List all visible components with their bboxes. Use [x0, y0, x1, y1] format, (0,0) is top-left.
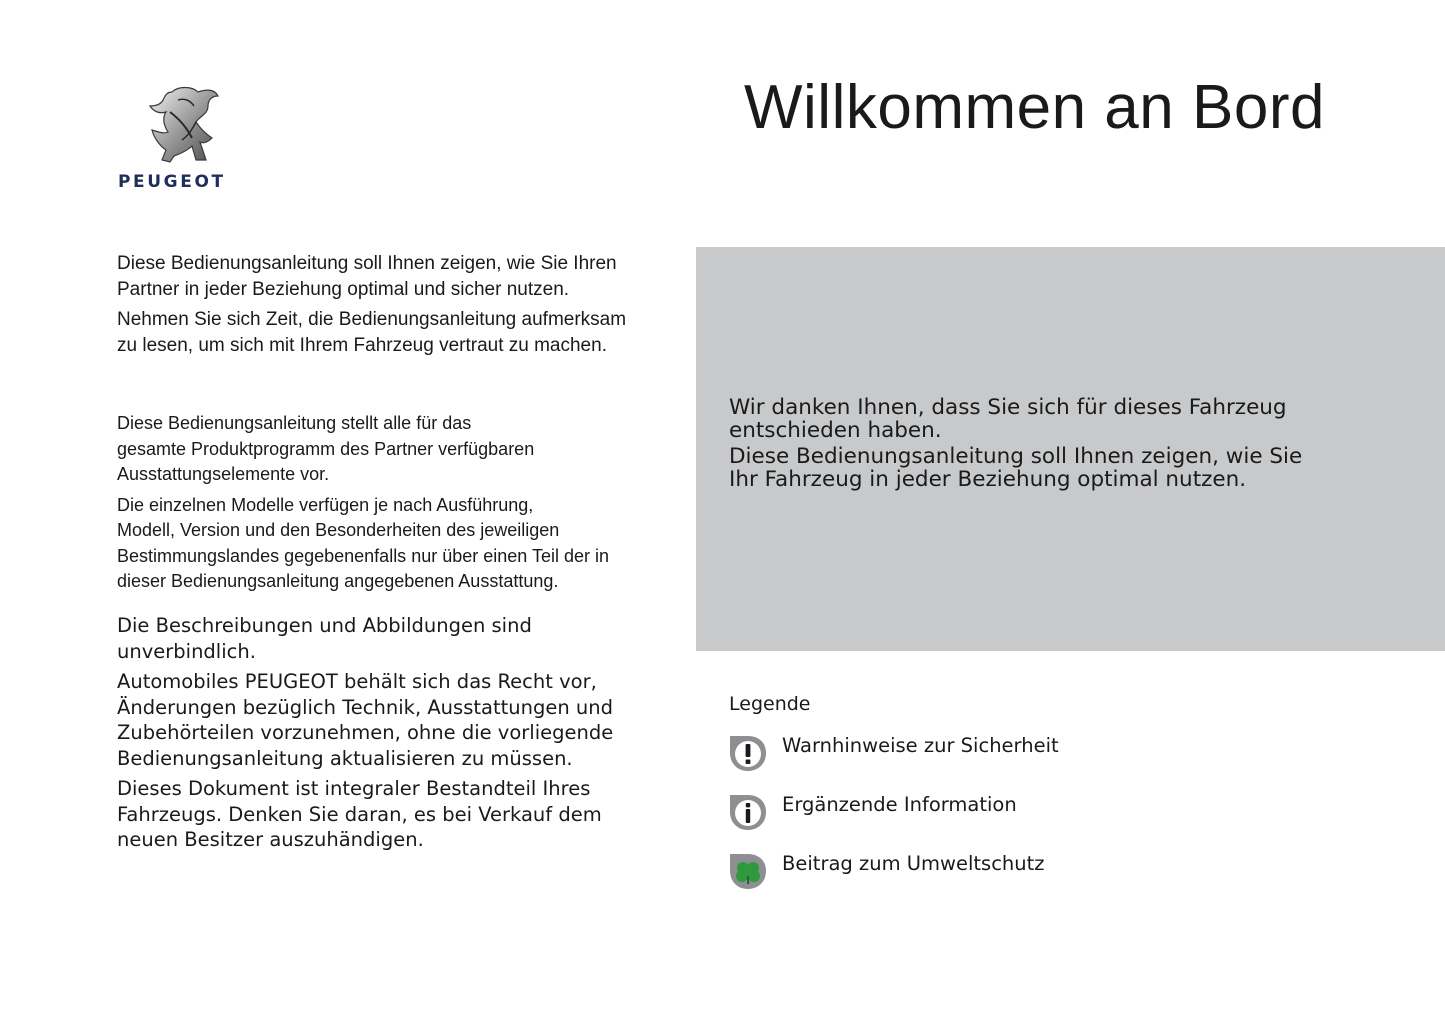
legend-item-label: Warnhinweise zur Sicherheit	[782, 734, 1059, 757]
thanks-paragraph: Diese Bedienungsanleitung soll Ihnen zeigen, wie Sie Ihr Fahrzeug in jeder Beziehung optimal nutzen.	[729, 444, 1303, 492]
brand-name: PEUGEOT	[118, 172, 226, 192]
brand-logo	[112, 84, 272, 196]
intro-paragraph: Nehmen Sie sich Zeit, die Bedienungsanleitung aufmerksam zu lesen, um sich mit Ihrem Fahrzeug vertraut zu machen.	[117, 309, 627, 356]
warning-exclamation-icon	[729, 734, 767, 772]
legend-item-label: Beitrag zum Umweltschutz	[782, 852, 1045, 875]
thanks-text	[729, 397, 1429, 491]
intro-section	[117, 251, 687, 358]
intro-paragraph: Diese Bedienungsanleitung soll Ihnen zeigen, wie Sie Ihren Partner in jeder Beziehung optimal und sicher nutzen.	[117, 253, 617, 300]
peugeot-lion-logo-icon	[148, 84, 224, 164]
equipment-section	[117, 411, 687, 595]
legend-title: Legende	[729, 693, 811, 715]
legal-paragraph: Die Beschreibungen und Abbildungen sind unverbindlich.	[117, 614, 532, 663]
legend-item-label: Ergänzende Information	[782, 793, 1017, 816]
equipment-paragraph: Die einzelnen Modelle verfügen je nach Ausführung, Modell, Version und den Besonderheiten des jeweiligen Bestimmungslandes gegebenenfalls nur über einen Teil der in dieser Bedienungsanleitung angegebenen Ausstattung.	[117, 494, 609, 591]
info-icon	[729, 793, 767, 831]
thanks-box	[696, 247, 1445, 651]
legal-paragraph: Dieses Dokument ist integraler Bestandteil Ihres Fahrzeugs. Denken Sie daran, es bei Verkauf dem neuen Besitzer auszuhändigen.	[117, 777, 602, 851]
legal-section	[117, 613, 687, 853]
equipment-paragraph: Diese Bedienungsanleitung stellt alle für das gesamte Produktprogramm des Partner verfügbaren Ausstattungselemente vor.	[117, 413, 535, 484]
legal-paragraph: Automobiles PEUGEOT behält sich das Recht vor, Änderungen bezüglich Technik, Ausstattungen und Zubehörteilen vorzunehmen, ohne die vorliegende Bedienungsanleitung aktualisieren zu müssen.	[117, 670, 614, 770]
page-title: Willkommen an Bord	[744, 73, 1325, 142]
thanks-paragraph: Wir danken Ihnen, dass Sie sich für dieses Fahrzeug entschieden haben.	[729, 395, 1287, 443]
clover-leaf-icon	[729, 852, 767, 890]
